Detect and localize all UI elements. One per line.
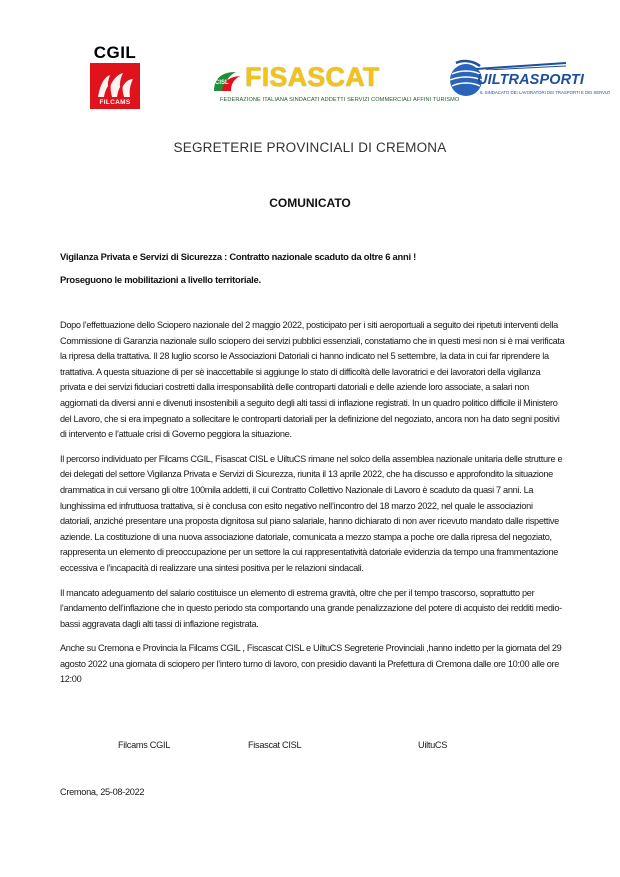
speed-stripes-icon	[476, 62, 566, 70]
uiltrasporti-logo-text: UILTRASPORTI	[477, 72, 584, 88]
page-heading: SEGRETERIE PROVINCIALI DI CREMONA	[173, 140, 447, 155]
filcams-logo-text: FILCAMS	[99, 99, 131, 106]
fisascat-tagline: FEDERAZIONE ITALIANA SINDACATI ADDETTI SERVIZI COMMERCIALI AFFINI TURISMO	[220, 97, 460, 103]
date-line: Cremona, 25-08-2022	[60, 787, 145, 797]
uiltrasporti-tagline: IL SINDACATO DEI LAVORATORI DEI TRASPORTI E DEI SERVIZI	[480, 90, 611, 95]
signature-fisascat: Fisascat CISL	[248, 740, 302, 750]
signature-filcams: Filcams CGIL	[118, 740, 171, 750]
body-paragraph: Il percorso individuato per Filcams CGIL, Fisascat CISL e UiltuCS rimane nel solco della assemblea nazionale unitaria delle strutture e dei delegati del settore Vigilanza Privata e Servizi di Sicurezza, riunita il 13 aprile 2022, che ha discusso e approfondito la situazione drammatica in cui versano gli oltre 100mila addetti, il cui Contratto Collettivo Nazionale di Lavoro è scaduto da quasi 7 anni. La lunghissima ed infruttuosa trattativa, si è conclusa con esito negativo nell’incontro del 18 marzo 2022, nel quale le associazioni datoriali, anziché presentare una proposta dignitosa sul piano salariale, hanno dichiarato di non aver ricevuto mandato dalle rispettive aziende. La costituzione di una nuova associazione datoriale, comunicata a mezzo stampa a poche ore dalla ripresa del negoziato, rappresenta un elemento di preoccupazione per un settore la cui rappresentatività datoriale evidenzia da tempo una frammentazione eccessiva e l’incapacità di realizzare una sintesi positiva per le relazioni sindacali.	[60, 453, 563, 573]
cisl-badge-text: CISL	[215, 80, 229, 86]
uiltrasporti-logo	[446, 50, 611, 110]
body-paragraph: Anche su Cremona e Provincia la Filcams CGIL , Fiscascat CISL e UiltuCS Segreterie Provinciali ,hanno indetto per la giornata del 29 agosto 2022 una giornata di sciopero per l’intero turno di lavoro, con presidio davanti la Prefettura di Cremona dalle ore 10:00 alle ore 12:00	[60, 643, 562, 685]
body-paragraph: Il mancato adeguamento del salario costituisce un elemento di estrema gravità, oltre che per il tempo trascorso, soprattutto per l’andamento dell’inflazione che in questo periodo sta comportando una grande penalizzazione del potere di acquisto dei redditi medio-bassi aggravata dagli alti tassi di inflazione registrata.	[60, 587, 562, 629]
body-text	[60, 318, 566, 697]
document-title: COMUNICATO	[269, 196, 351, 210]
cisl-badge-icon	[212, 70, 242, 92]
subject-line-1: Vigilanza Privata e Servizi di Sicurezza : Contratto nazionale scaduto da oltre 6 anni !	[60, 251, 417, 262]
subject-line-2: Proseguono le mobilitazioni a livello territoriale.	[60, 274, 261, 285]
filcams-red-box	[90, 63, 140, 109]
cgil-filcams-logo	[88, 44, 142, 110]
signature-uiltucs: UiltuCS	[418, 740, 448, 750]
cgil-logo-text: CGIL	[93, 43, 137, 62]
body-paragraph: Dopo l’effettuazione dello Sciopero nazionale del 2 maggio 2022, posticipato per i siti aeroportuali a seguito dei ripetuti interventi della Commissione di Garanzia nazionale sullo sciopero dei servizi pubblici essenziali, constatiamo che in questi mesi non si è mai verificata la ripresa della trattativa. Il 28 luglio scorso le Associazioni Datoriali ci hanno indicato nel 5 settembre, la data in cui far riprendere la trattativa. A questa situazione di per sè inaccettabile si aggiunge lo stato di difficoltà delle lavoratrici e dei lavoratori della vigilanza privata e dei servizi fiduciari costretti dalla irresponsabilità delle controparti datoriali e delle aziende loro associate, a salari non aggiornati da diversi anni e divenuti insostenibili a seguito degli alti tassi di inflazione registrati. In un quadro politico difficile il Ministero del Lavoro, che si era impegnato a sollecitare le controparti datoriali per la definizione del negoziato, ancora non ha dato segni positivi di intervento e l’attuale crisi di Governo peggiora la situazione.	[60, 320, 565, 440]
fisascat-logo	[212, 62, 460, 108]
fisascat-logo-text: FISASCAT	[245, 62, 380, 92]
